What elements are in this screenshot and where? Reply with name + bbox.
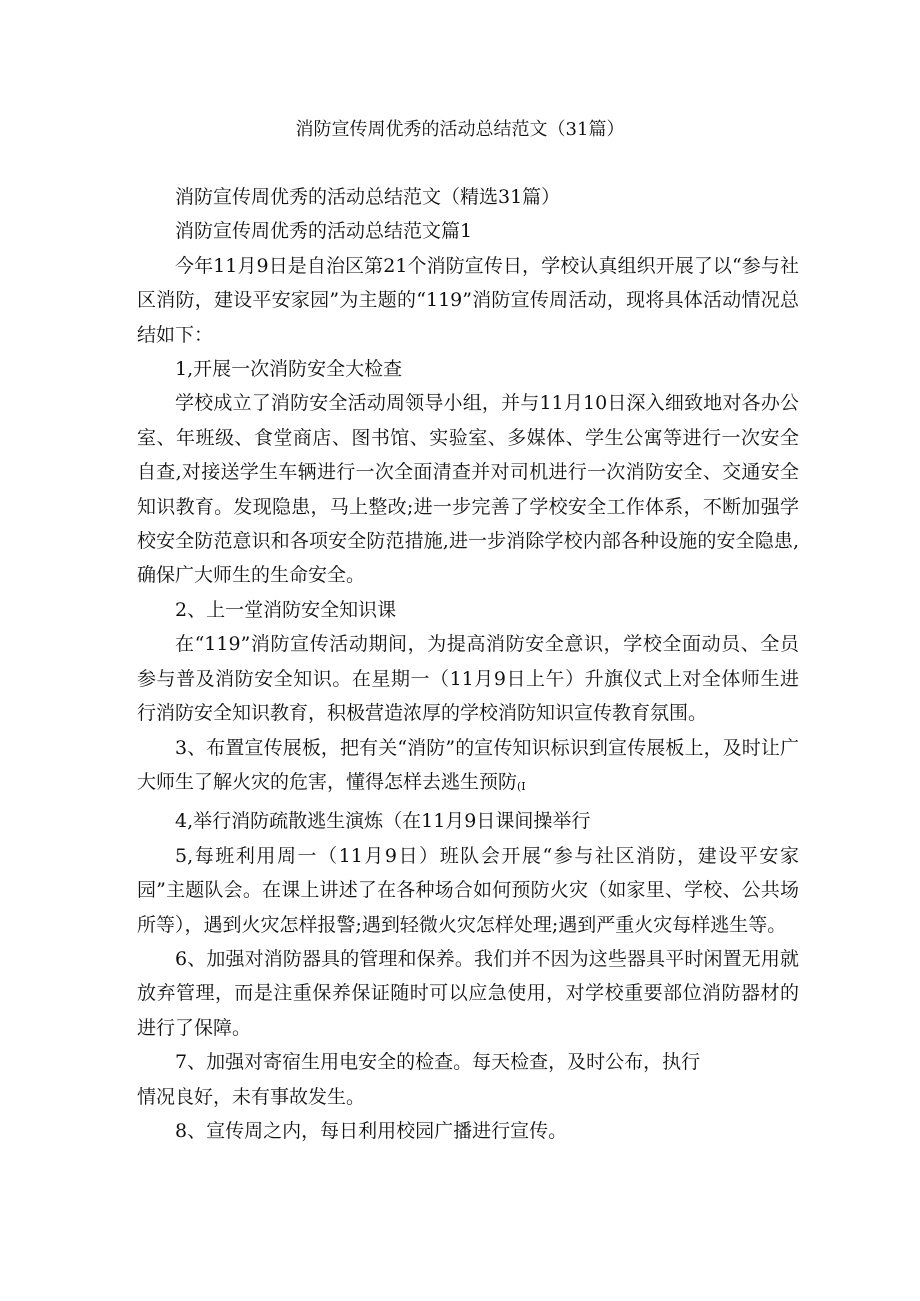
- item-3-mark: (I: [517, 779, 526, 793]
- intro-paragraph: 今年11月9日是自治区第21个消防宣传日，学校认真组织开展了以“参与社区消防，建设平安家园”为主题的“119”消防宣传周活动，现将具体活动情况总结如下：: [137, 254, 799, 346]
- item-7-continuation: 情况良好，未有事故发生。: [137, 1085, 366, 1108]
- page-title: 消防宣传周优秀的活动总结范文（31篇）: [295, 119, 625, 140]
- subtitle-paragraph: 消防宣传周优秀的活动总结范文（精选31篇）: [175, 186, 561, 208]
- item-1-paragraph: 学校成立了消防安全活动周领导小组，并与11月10日深入细致地对各办公室、年班级、食堂商店、图书馆、实验室、多媒体、学生公寓等进行一次安全自查,对接送学生车辆进行一次全面清查并对司机进行一次消防安全、交通安全知识教育。发现隐患，马上整改;进一步完善了学校安全工作体系，不断加强学校安全防范意识和各项安全防范措施,进一步消除学校内部各种设施的安全隐患,确保广大师生的生命安全。: [137, 392, 799, 587]
- item-4-paragraph: 4,举行消防疏散逃生演炼（在11月9日课间操举行: [175, 810, 591, 833]
- item-3-paragraph: [137, 731, 799, 805]
- item-2-heading: 2、上一堂消防安全知识课: [175, 598, 397, 621]
- item-8-paragraph: 8、宣传周之内，每日利用校园广播进行宣传。: [175, 1119, 568, 1142]
- item-3-text: 3、布置宣传展板，把有关“消防”的宣传知识标识到宣传展板上，及时让广大师生了解火灾的危害，懂得怎样去逃生预防: [137, 736, 799, 793]
- item-6-paragraph: 6、加强对消防器具的管理和保养。我们并不因为这些器具平时闲置无用就放弃管理，而是注重保养保证随时可以应急使用，对学校重要部位消防器材的进行了保障。: [137, 947, 799, 1039]
- document-body: [137, 180, 799, 1148]
- item-5-paragraph: 5,每班利用周一（11月9日）班队会开展“参与社区消防，建设平安家园”主题队会。在课上讲述了在各种场合如何预防火灾（如家里、学校、公共场所等），遇到火灾怎样报警;遇到轻微火灾怎样处理;遇到严重火灾每样逃生等。: [137, 844, 799, 936]
- section-heading: 消防宣传周优秀的活动总结范文篇1: [175, 220, 473, 243]
- item-2-paragraph: 在“119”消防宣传活动期间，为提高消防安全意识，学校全面动员、全员参与普及消防安全知识。在星期一（11月9日上午）升旗仪式上对全体师生进行消防安全知识教育，积极营造浓厚的学校消防知识宣传教育氛围。: [137, 633, 799, 725]
- item-7-paragraph: 7、加强对寄宿生用电安全的检查。每天检查，及时公布，执行: [175, 1051, 701, 1074]
- item-1-heading: 1,开展一次消防安全大检查: [175, 358, 403, 381]
